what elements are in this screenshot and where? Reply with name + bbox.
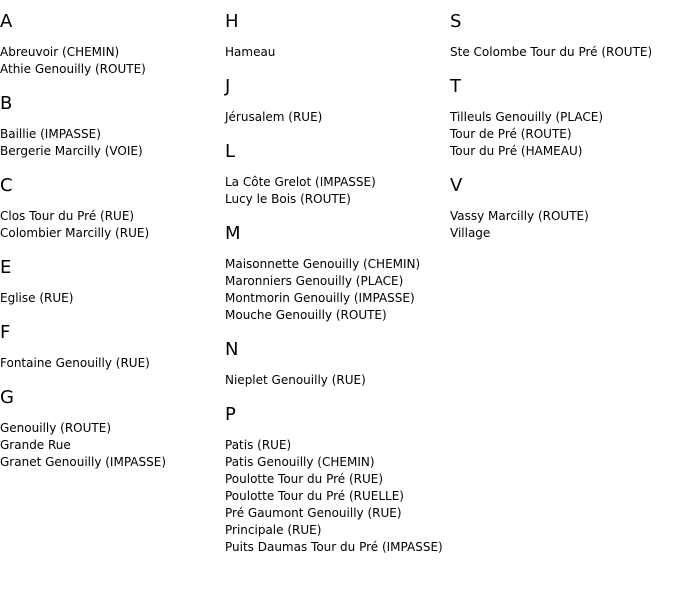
street-list [225,437,450,556]
list-item [0,454,225,471]
list-item [0,126,225,143]
letter-heading: L [225,141,236,162]
letter-group-a [0,12,225,78]
street-link[interactable]: Baillie (IMPASSE) [0,127,101,141]
street-link[interactable]: Fontaine Genouilly (RUE) [0,356,150,370]
street-link[interactable]: Patis Genouilly (CHEMIN) [225,455,375,469]
letter-group-n [225,340,450,389]
letter-heading: B [0,93,13,114]
list-item [225,174,450,191]
list-item [450,143,675,160]
street-link[interactable]: Tour du Pré (HAMEAU) [450,144,583,158]
street-link[interactable]: Ste Colombe Tour du Pré (ROUTE) [450,45,653,59]
street-link[interactable]: Abreuvoir (CHEMIN) [0,45,120,59]
letter-group-l [225,142,450,208]
list-item [0,61,225,78]
list-item [0,290,225,307]
letter-heading: F [0,322,11,343]
letter-heading: T [450,76,461,97]
letter-group-f [0,323,225,372]
street-link[interactable]: Clos Tour du Pré (RUE) [0,209,135,223]
letter-heading: N [225,339,239,360]
street-link[interactable]: Genouilly (ROUTE) [0,421,111,435]
street-list [225,109,450,126]
street-list [0,290,225,307]
letter-group-t [450,77,675,160]
letter-heading: A [0,11,13,32]
list-item [225,307,450,324]
list-item [225,437,450,454]
street-list [225,372,450,389]
letter-heading: E [0,257,12,278]
letter-group-j [225,77,450,126]
list-item [0,208,225,225]
letter-heading: V [450,175,463,196]
list-item [0,44,225,61]
letter-group-c [0,176,225,242]
index-column-2 [225,12,450,572]
list-item [450,44,675,61]
list-item [225,454,450,471]
street-link[interactable]: La Côte Grelot (IMPASSE) [225,175,376,189]
list-item [0,355,225,372]
street-list [0,355,225,372]
street-link[interactable]: Maisonnette Genouilly (CHEMIN) [225,257,421,271]
list-item [225,44,450,61]
street-link[interactable]: Tour de Pré (ROUTE) [450,127,572,141]
street-list [225,44,450,61]
street-link[interactable]: Mouche Genouilly (ROUTE) [225,308,387,322]
street-list [225,256,450,324]
index-column-1 [0,12,225,487]
list-item [450,109,675,126]
list-item [0,420,225,437]
list-item [0,143,225,160]
street-link[interactable]: Hameau [225,45,276,59]
street-list [0,208,225,242]
list-item [225,290,450,307]
list-item [225,109,450,126]
street-link[interactable]: Bergerie Marcilly (VOIE) [0,144,143,158]
street-link[interactable]: Principale (RUE) [225,523,322,537]
street-list [450,208,675,242]
street-link[interactable]: Pré Gaumont Genouilly (RUE) [225,506,402,520]
street-link[interactable]: Granet Genouilly (IMPASSE) [0,455,166,469]
letter-heading: H [225,11,239,32]
letter-group-m [225,224,450,324]
index-column-3 [450,12,675,258]
street-link[interactable]: Lucy le Bois (ROUTE) [225,192,351,206]
street-link[interactable]: Poulotte Tour du Pré (RUE) [225,472,384,486]
street-link[interactable]: Jérusalem (RUE) [225,110,323,124]
street-link[interactable]: Nieplet Genouilly (RUE) [225,373,366,387]
street-link[interactable]: Village [450,226,491,240]
letter-heading: J [225,76,231,97]
street-link[interactable]: Tilleuls Genouilly (PLACE) [450,110,604,124]
street-list [450,109,675,160]
letter-heading: S [450,11,462,32]
street-link[interactable]: Patis (RUE) [225,438,292,452]
list-item [0,225,225,242]
list-item [225,256,450,273]
list-item [225,505,450,522]
letter-heading: G [0,387,14,408]
street-list [0,126,225,160]
letter-group-p [225,405,450,556]
list-item [225,539,450,556]
street-list [0,44,225,78]
letter-heading: M [225,223,241,244]
list-item [225,488,450,505]
list-item [450,126,675,143]
street-link[interactable]: Athie Genouilly (ROUTE) [0,62,146,76]
list-item [225,372,450,389]
letter-group-g [0,388,225,471]
street-list [225,174,450,208]
street-link[interactable]: Vassy Marcilly (ROUTE) [450,209,589,223]
letter-group-b [0,94,225,160]
street-link[interactable]: Colombier Marcilly (RUE) [0,226,150,240]
street-link[interactable]: Poulotte Tour du Pré (RUELLE) [225,489,404,503]
street-link[interactable]: Grande Rue [0,438,71,452]
list-item [225,191,450,208]
street-list [450,44,675,61]
list-item [225,273,450,290]
letter-group-h [225,12,450,61]
list-item [0,437,225,454]
street-link[interactable]: Eglise (RUE) [0,291,74,305]
street-link[interactable]: Maronniers Genouilly (PLACE) [225,274,404,288]
street-link[interactable]: Puits Daumas Tour du Pré (IMPASSE) [225,540,443,554]
list-item [450,208,675,225]
list-item [450,225,675,242]
list-item [225,471,450,488]
letter-heading: P [225,404,236,425]
street-list [0,420,225,471]
letter-heading: C [0,175,13,196]
list-item [225,522,450,539]
letter-group-e [0,258,225,307]
street-link[interactable]: Montmorin Genouilly (IMPASSE) [225,291,415,305]
letter-group-v [450,176,675,242]
letter-group-s [450,12,675,61]
